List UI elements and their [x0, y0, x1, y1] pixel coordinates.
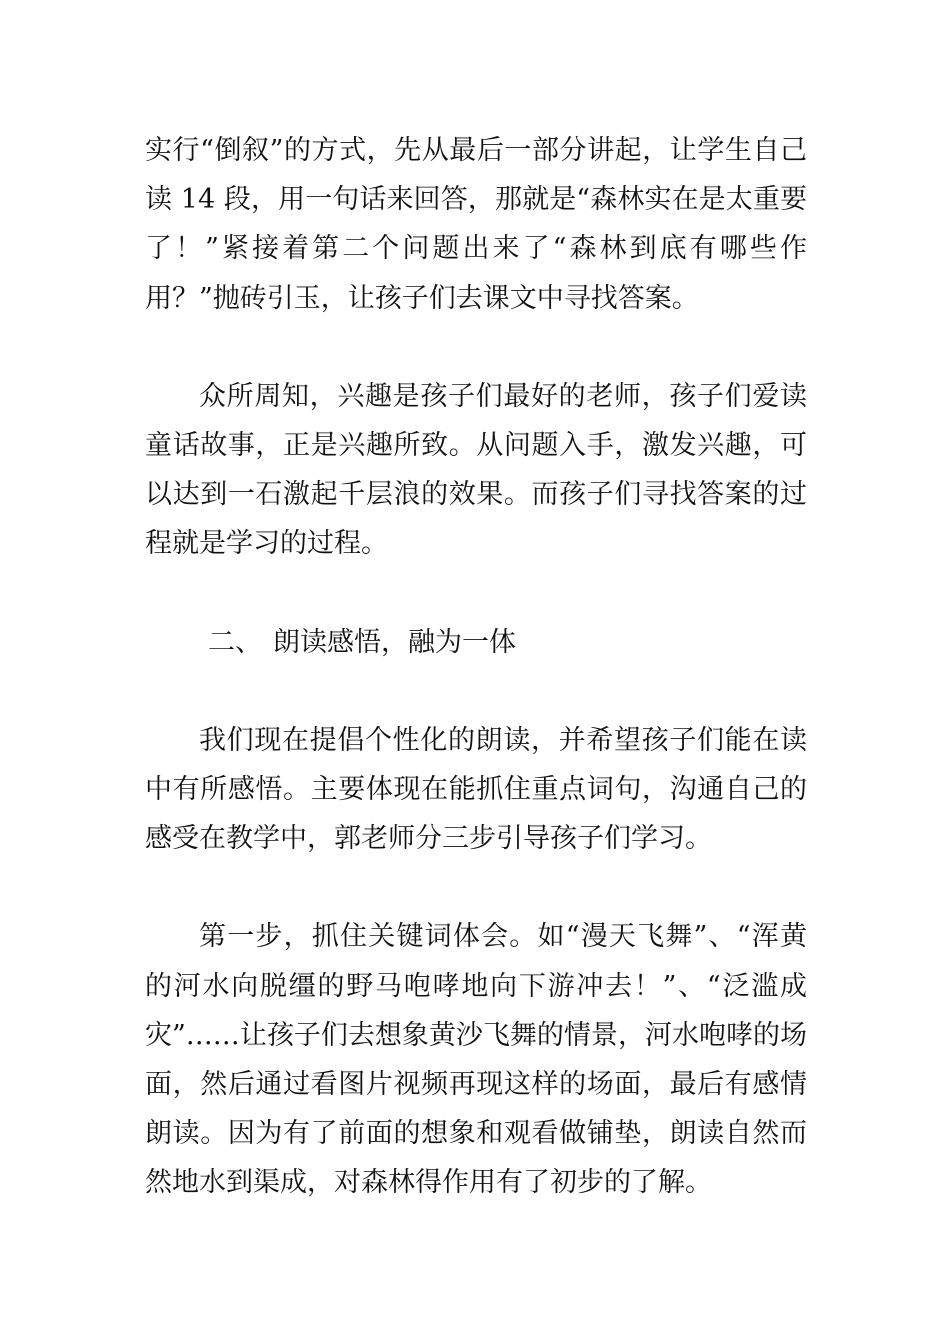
paragraph-interest: 众所周知，兴趣是孩子们最好的老师，孩子们爱读童话故事，正是兴趣所致。从问题入手，激发兴趣，可以达到一石激起千层浪的效果。而孩子们寻找答案的过程就是学习的过程。: [145, 380, 807, 560]
paragraph-gap: [145, 863, 807, 912]
section-heading: [145, 618, 807, 667]
document-page: [145, 126, 807, 1208]
paragraph-gap: [145, 667, 807, 716]
paragraph-gap: [145, 569, 807, 618]
section-number: 二、: [208, 626, 262, 658]
paragraph-intro-continued: 实行“倒叙”的方式，先从最后一部分讲起，让学生自己读 14 段，用一句话来回答，那就是“森林实在是太重要了！”紧接着第二个问题出来了“森林到底有哪些作用？”抛砖引玉，让孩子们去课文中寻找答案。: [145, 135, 807, 314]
paragraph-reading: 我们现在提倡个性化的朗读，并希望孩子们能在读中有所感悟。主要体现在能抓住重点词句，沟通自己的感受在教学中，郭老师分三步引导孩子们学习。: [145, 724, 807, 855]
section-title: 朗读感悟，融为一体: [273, 626, 516, 658]
paragraph-step-one: 第一步，抓住关键词体会。如“漫天飞舞”、“浑黄的河水向脱缰的野马咆哮地向下游冲去！”、“泛滥成灾”……让孩子们去想象黄沙飞舞的情景，河水咆哮的场面，然后通过看图片视频再现这样的场面，最后有感情朗读。因为有了前面的想象和观看做铺垫，朗读自然而然地水到渠成，对森林得作用有了初步的了解。: [145, 921, 807, 1199]
paragraph-gap: [145, 323, 807, 372]
